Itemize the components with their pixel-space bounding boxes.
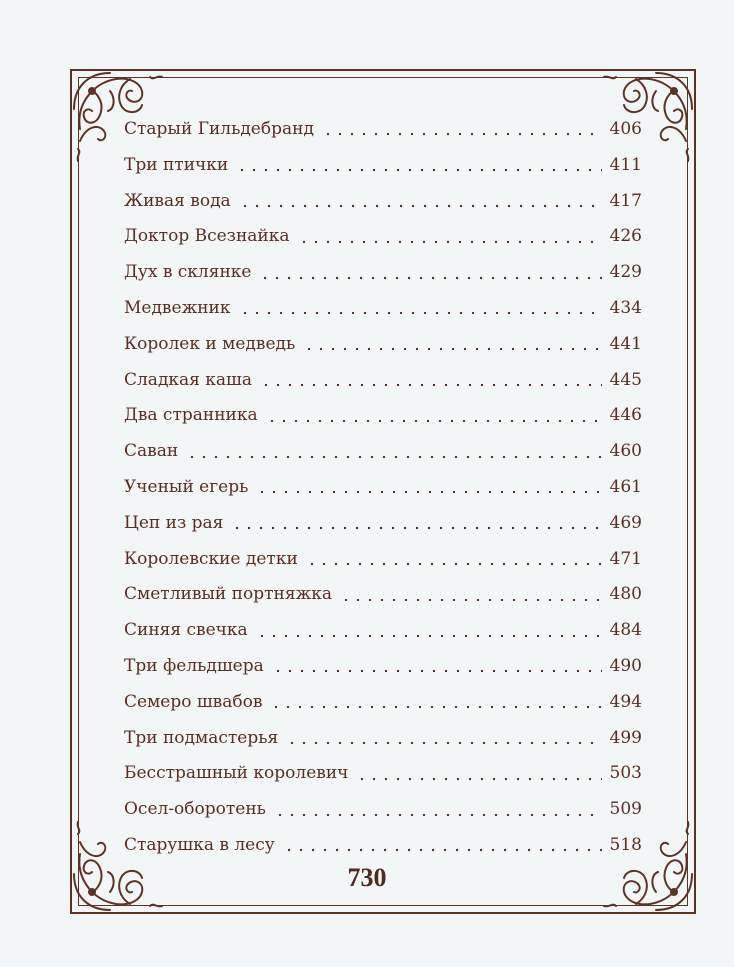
dot-leader xyxy=(322,132,602,136)
toc-entry-page: 460 xyxy=(609,441,642,462)
toc-entry[interactable] xyxy=(124,327,642,363)
toc-entry-title: Королек и медведь xyxy=(124,333,296,354)
toc-entry-page: 490 xyxy=(609,655,642,676)
toc-entry[interactable] xyxy=(124,613,642,649)
page-number: 730 xyxy=(347,863,387,892)
toc-entry-title: Бесстрашный королевич xyxy=(124,763,349,784)
toc-entry-page: 499 xyxy=(609,727,642,748)
dot-leader xyxy=(266,419,602,423)
dot-leader xyxy=(274,813,602,817)
dot-leader xyxy=(239,311,602,315)
toc-entry-page: 461 xyxy=(609,476,642,497)
toc-entry[interactable] xyxy=(124,255,642,291)
toc-entry[interactable] xyxy=(124,434,642,470)
toc-entry-page: 480 xyxy=(609,584,642,605)
toc-entry-title: Синяя свечка xyxy=(124,620,248,641)
dot-leader xyxy=(231,526,601,530)
toc-entry-title: Три подмастерья xyxy=(124,727,279,748)
toc-entry-title: Два странника xyxy=(124,405,258,426)
toc-entry-title: Старушка в лесу xyxy=(124,834,275,855)
dot-leader xyxy=(283,848,602,852)
toc-entry[interactable] xyxy=(124,184,642,220)
toc-entry-title: Сметливый портняжка xyxy=(124,584,332,605)
dot-leader xyxy=(256,490,601,494)
dot-leader xyxy=(270,705,601,709)
toc-entry-page: 469 xyxy=(609,512,642,533)
toc-entry[interactable] xyxy=(124,363,642,399)
toc-entry-page: 445 xyxy=(609,369,642,390)
toc-entry-page: 446 xyxy=(609,405,642,426)
table-of-contents xyxy=(124,112,642,864)
toc-entry[interactable] xyxy=(124,291,642,327)
toc-entry-page: 484 xyxy=(609,620,642,641)
toc-entry[interactable] xyxy=(124,148,642,184)
dot-leader xyxy=(260,383,602,387)
toc-entry-page: 417 xyxy=(609,190,642,211)
toc-entry-title: Три фельдшера xyxy=(124,655,264,676)
toc-entry-page: 406 xyxy=(609,119,642,139)
toc-entry-title: Королевские детки xyxy=(124,548,298,569)
dot-leader xyxy=(286,741,601,745)
toc-entry[interactable] xyxy=(124,828,642,864)
toc-entry-title: Живая вода xyxy=(124,190,231,211)
toc-entry[interactable] xyxy=(124,577,642,613)
dot-leader xyxy=(303,347,601,351)
toc-entry-title: Ученый егерь xyxy=(124,476,249,497)
toc-entry-title: Дух в склянке xyxy=(124,262,252,283)
toc-entry-page: 518 xyxy=(609,834,642,855)
dot-leader xyxy=(306,562,602,566)
toc-entry-title: Цеп из рая xyxy=(124,512,224,533)
dot-leader xyxy=(356,777,601,781)
toc-entry-title: Доктор Всезнайка xyxy=(124,226,290,247)
toc-entry[interactable] xyxy=(124,219,642,255)
dot-leader xyxy=(186,455,601,459)
toc-entry-title: Сладкая каша xyxy=(124,369,252,390)
toc-entry-page: 434 xyxy=(609,297,642,318)
toc-entry[interactable] xyxy=(124,542,642,578)
dot-leader xyxy=(239,204,602,208)
dot-leader xyxy=(256,634,602,638)
toc-entry[interactable] xyxy=(124,685,642,721)
dot-leader xyxy=(236,168,601,172)
dot-leader xyxy=(259,276,601,280)
toc-entry[interactable] xyxy=(124,721,642,757)
toc-entry-title: Осел-оборотень xyxy=(124,799,266,820)
toc-entry[interactable] xyxy=(124,112,642,148)
toc-entry[interactable] xyxy=(124,792,642,828)
toc-entry-page: 471 xyxy=(609,548,642,569)
dot-leader xyxy=(272,669,602,673)
toc-entry[interactable] xyxy=(124,756,642,792)
toc-entry-title: Медвежник xyxy=(124,297,231,318)
toc-entry-page: 411 xyxy=(609,154,642,175)
toc-entry-page: 426 xyxy=(609,226,642,247)
toc-entry[interactable] xyxy=(124,506,642,542)
toc-entry-title: Семеро швабов xyxy=(124,691,263,712)
toc-entry[interactable] xyxy=(124,398,642,434)
dot-leader xyxy=(298,240,602,244)
toc-entry-page: 441 xyxy=(609,333,642,354)
toc-entry-title: Старый Гильдебранд xyxy=(124,119,314,139)
toc-entry[interactable] xyxy=(124,649,642,685)
toc-entry-title: Три птички xyxy=(124,154,229,175)
toc-entry-title: Саван xyxy=(124,441,179,462)
toc-entry-page: 509 xyxy=(609,799,642,820)
toc-entry[interactable] xyxy=(124,470,642,506)
toc-entry-page: 494 xyxy=(609,691,642,712)
toc-entry-page: 429 xyxy=(609,262,642,283)
toc-entry-page: 503 xyxy=(609,763,642,784)
dot-leader xyxy=(340,598,602,602)
